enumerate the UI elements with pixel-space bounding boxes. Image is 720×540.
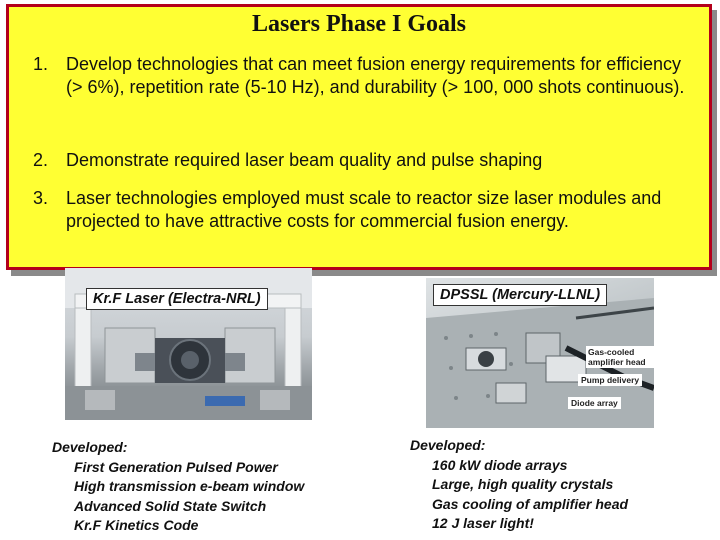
krf-laser-label: Kr.F Laser (Electra-NRL): [86, 288, 268, 310]
krf-developed-list: [52, 438, 304, 536]
developed-item: First Generation Pulsed Power: [74, 458, 278, 475]
goal-number: 2.: [33, 150, 49, 170]
goal-text: Demonstrate required laser beam quality and pulse shaping: [66, 150, 543, 170]
developed-item: Gas cooling of amplifier head: [432, 495, 629, 512]
goal-number: 1.: [33, 54, 49, 74]
developed-item: High transmission e-beam window: [74, 478, 305, 494]
goals-panel: [6, 4, 712, 270]
dpssl-developed-list: [410, 436, 628, 534]
goal-item: [33, 149, 693, 172]
annotation-pump-delivery: Pump delivery: [578, 374, 642, 386]
developed-heading: Developed:: [52, 439, 128, 455]
developed-item: Kr.F Kinetics Code: [74, 517, 199, 533]
annotation-gas-cooled-head: Gas-cooled amplifier head: [586, 346, 654, 368]
developed-item: Large, high quality crystals: [432, 476, 614, 492]
dpssl-label: DPSSL (Mercury-LLNL): [433, 284, 607, 306]
goal-item: [33, 53, 693, 99]
goal-text: Develop technologies that can meet fusion energy requirements for efficiency (> 6%), repetition rate (5-10 Hz), and durability (> 100, 000 shots continuous).: [66, 54, 685, 97]
goal-number: 3.: [33, 188, 49, 208]
developed-heading: Developed:: [410, 437, 486, 453]
slide-title: Lasers Phase I Goals: [251, 11, 466, 37]
developed-item: Advanced Solid State Switch: [74, 497, 267, 514]
goal-text: Laser technologies employed must scale to reactor size laser modules and projected to have attractive costs for commercial fusion energy.: [66, 188, 662, 231]
annotation-diode-array: Diode array: [568, 397, 621, 409]
developed-item: 12 J laser light!: [432, 515, 534, 531]
developed-item: 160 kW diode arrays: [432, 456, 568, 473]
goal-item: [33, 187, 693, 233]
